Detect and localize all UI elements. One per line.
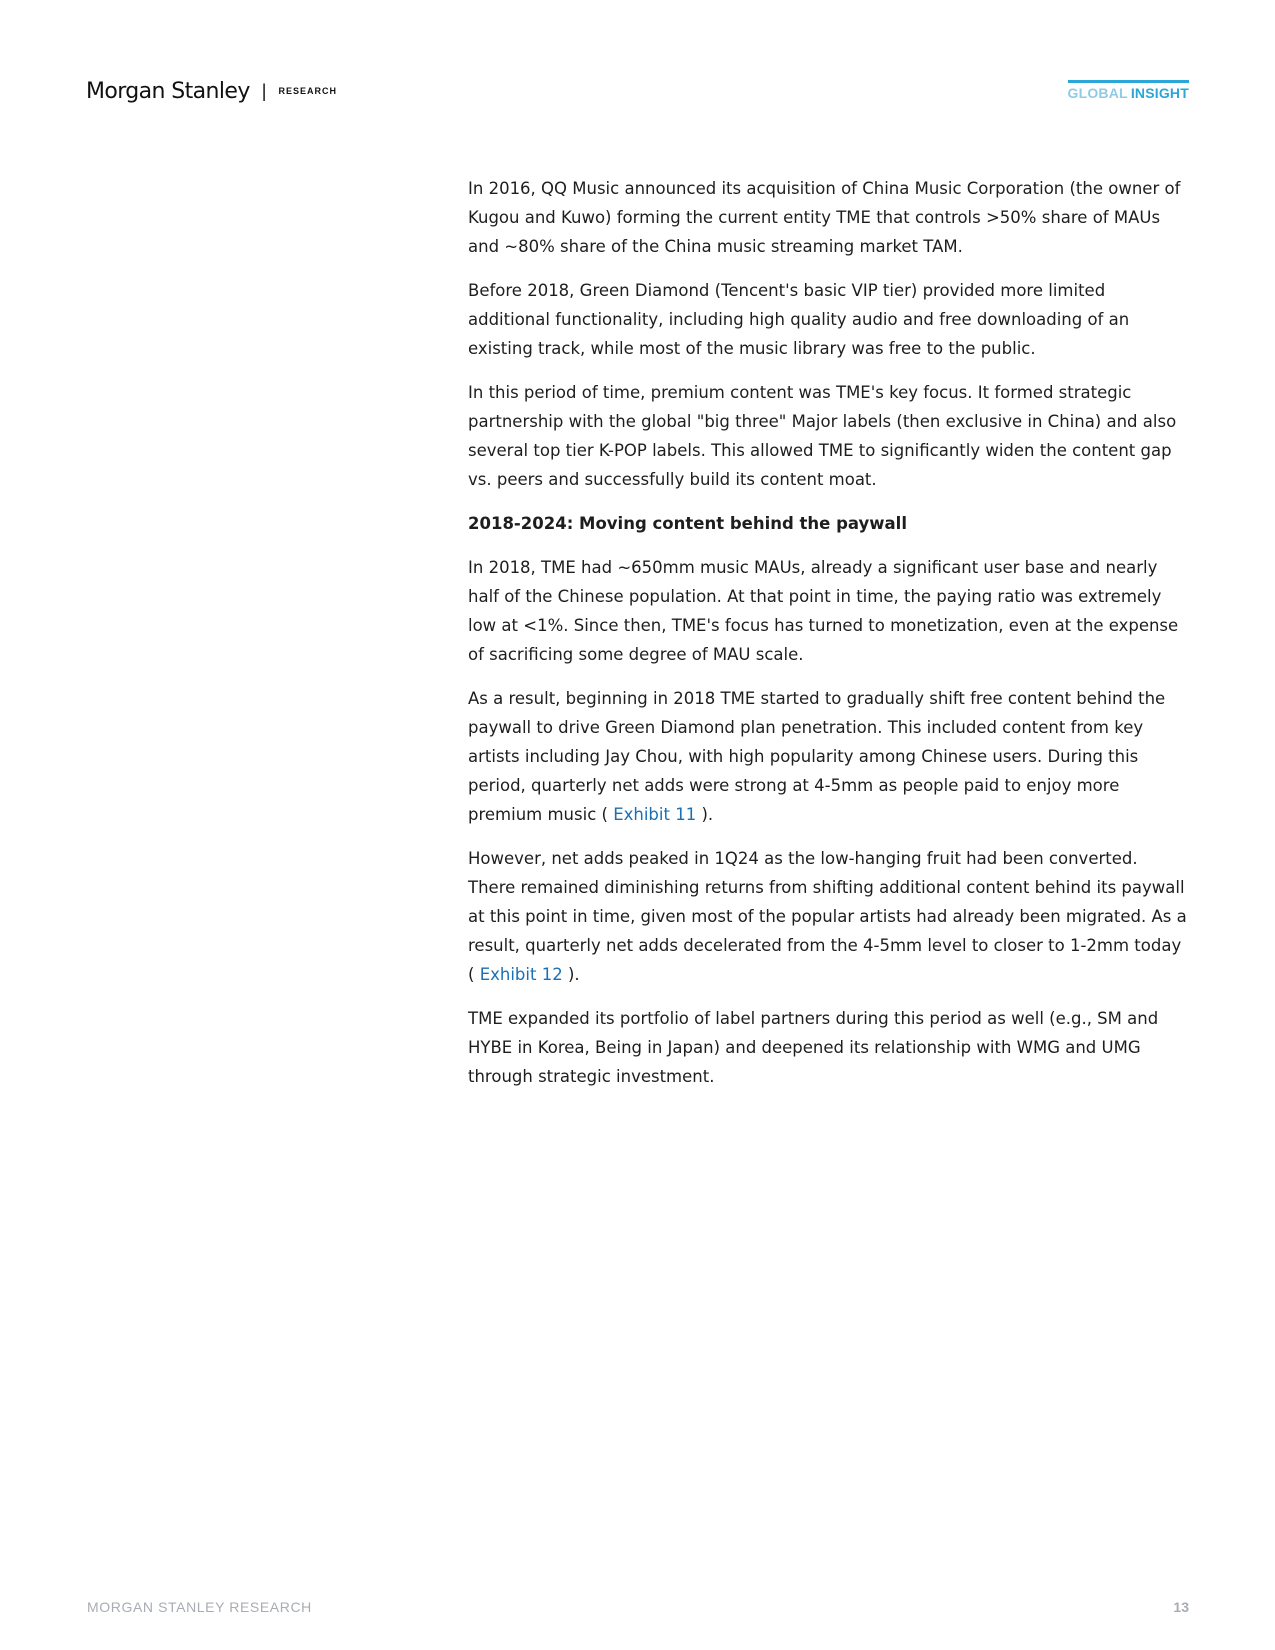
header-divider: |: [261, 80, 267, 101]
footer-source: MORGAN STANLEY RESEARCH: [87, 1599, 312, 1615]
paragraph-6: [468, 844, 1188, 989]
global-insight-badge: [1068, 80, 1190, 101]
section-heading: 2018-2024: Moving content behind the paywall: [468, 514, 907, 533]
paragraph-4: In 2018, TME had ~650mm music MAUs, already a significant user base and nearly half of the Chinese population. At that point in time, the paying ratio was extremely low at <1%. Since then, TME's focus has turned to monetization, even at the expense of sacrificing some degree of MAU scale.: [468, 558, 1179, 664]
paragraph-5: [468, 684, 1188, 829]
paragraph-3: In this period of time, premium content was TME's key focus. It formed strategic partnership with the global "big three" Major labels (then exclusive in China) and also several top tier K-POP labels. This allowed TME to significantly widen the content gap vs. peers and successfully build its content moat.: [468, 383, 1177, 489]
page-header: [86, 76, 337, 106]
exhibit-11-link[interactable]: Exhibit 11: [613, 805, 697, 824]
section-label: RESEARCH: [278, 86, 337, 96]
paragraph-6-end: ).: [567, 965, 580, 984]
paragraph-5-text: As a result, beginning in 2018 TME started to gradually shift free content behind the paywall to drive Green Diamond plan penetration. This included content from key artists including Jay Chou, with high popularity among Chinese users. During this period, quarterly net adds were strong at 4-5mm as people paid to enjoy more premium music (: [468, 689, 1166, 824]
badge-global-text: GLOBAL: [1067, 85, 1128, 101]
paragraph-5-end: ).: [701, 805, 714, 824]
paragraph-6-text: However, net adds peaked in 1Q24 as the low-hanging fruit had been converted. There remained diminishing returns from shifting additional content behind its paywall at this point in time, given most of the popular artists had already been migrated. As a result, quarterly net adds decelerated from the 4-5mm level to closer to 1-2mm today (: [468, 849, 1187, 984]
paragraph-1: In 2016, QQ Music announced its acquisition of China Music Corporation (the owner of Kugou and Kuwo) forming the current entity TME that controls >50% share of MAUs and ~80% share of the China music streaming market TAM.: [468, 179, 1181, 256]
paragraph-2: Before 2018, Green Diamond (Tencent's basic VIP tier) provided more limited additional functionality, including high quality audio and free downloading of an existing track, while most of the music library was free to the public.: [468, 281, 1130, 358]
page-number: 13: [1173, 1599, 1189, 1615]
badge-insight-text: INSIGHT: [1130, 85, 1189, 101]
brand-logo: Morgan Stanley: [86, 78, 250, 104]
paragraph-7: TME expanded its portfolio of label partners during this period as well (e.g., SM and HYBE in Korea, Being in Japan) and deepened its relationship with WMG and UMG through strategic investment.: [468, 1009, 1159, 1086]
exhibit-12-link[interactable]: Exhibit 12: [479, 965, 563, 984]
article-body: [468, 174, 1188, 1106]
